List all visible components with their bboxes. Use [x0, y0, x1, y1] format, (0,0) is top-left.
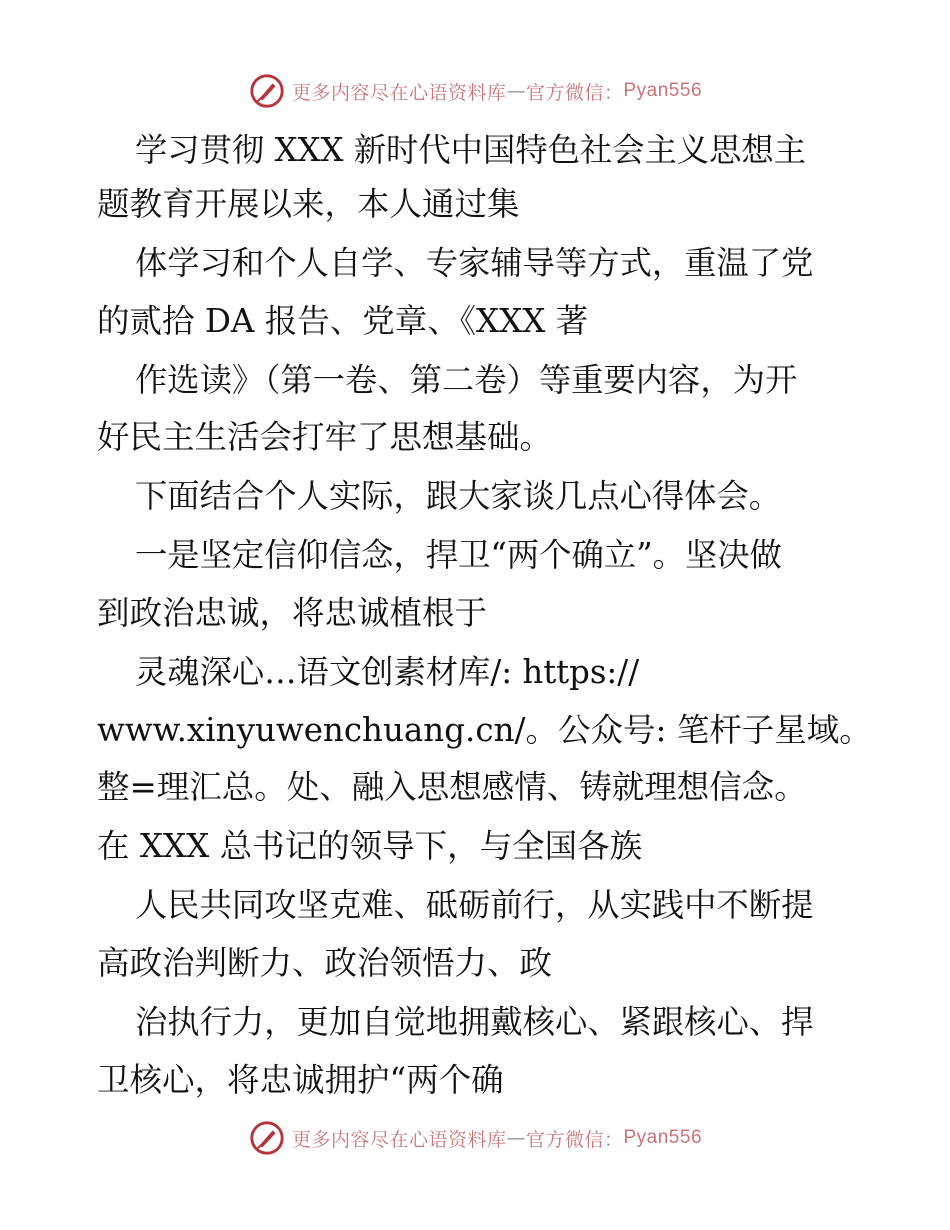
body-line: 灵魂深心…语文创素材库/: https:// — [135, 653, 640, 691]
body-line: 作选读》（第一卷、第二卷）等重要内容，为开 — [135, 361, 798, 399]
body-line: 体学习和个人自学、专家辅导等方式，重温了党 — [135, 244, 814, 282]
header-watermark-banner — [0, 71, 950, 111]
body-line: 高政治判断力、政治领悟力、政 — [97, 944, 553, 982]
quill-logo-icon — [248, 1119, 286, 1157]
body-line: www.xinyuwenchuang.cn/。公众号: 笔杆子星域。 — [97, 711, 872, 749]
watermark-lead-text: 更多内容尽在心语资料库 — [291, 81, 507, 104]
body-line: 到政治忠诚，将忠诚植根于 — [97, 594, 488, 632]
body-line: 题教育开展以来，本人通过集 — [97, 185, 520, 223]
body-line: 人民共同攻坚克难、砥砺前行，从实践中不断提 — [135, 886, 814, 924]
body-line: 一是坚定信仰信念，捍卫“两个确立”。坚决做 — [135, 536, 782, 574]
body-line: 治执行力，更加自觉地拥戴核心、紧跟核心、捍 — [135, 1003, 814, 1041]
body-line: 的贰拾 DA 报告、党章、《XXX 著 — [97, 302, 589, 340]
watermark-dash: — — [506, 80, 526, 102]
body-line: 学习贯彻 XXX 新时代中国特色社会主义思想主 — [135, 131, 807, 169]
watermark-wechat-label: 官方微信： — [525, 81, 624, 104]
watermark-lead-text: 更多内容尽在心语资料库 — [291, 1128, 507, 1151]
watermark-wechat-id: Pyan556 — [623, 1127, 703, 1148]
body-line: 好民主生活会打牢了思想基础。 — [97, 418, 553, 456]
watermark-wechat-label: 官方微信： — [525, 1128, 624, 1151]
footer-watermark-banner — [0, 1118, 950, 1158]
body-line: 下面结合个人实际，跟大家谈几点心得体会。 — [135, 477, 782, 515]
watermark-wechat-id: Pyan556 — [623, 80, 703, 101]
body-line: 卫核心，将忠诚拥护“两个确 — [97, 1061, 504, 1099]
quill-logo-icon — [248, 72, 286, 110]
body-line: 在 XXX 总书记的领导下，与全国各族 — [97, 827, 643, 865]
watermark-dash: — — [506, 1127, 526, 1149]
body-line: 整=理汇总。处、融入思想感情、铸就理想信念。 — [97, 768, 807, 806]
